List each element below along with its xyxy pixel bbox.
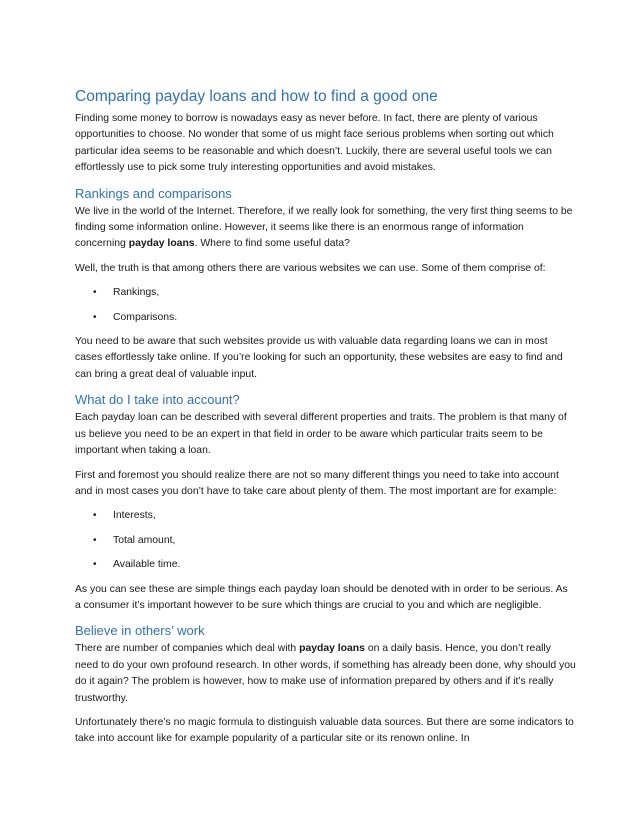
paragraph: There are number of companies which deal with payday loans on a daily basis. Hence, you don’t really need to do your own profound research. In other words, if something has already been done, why should you do it again? The problem is however, how to make use of information prepared by others and if it’s really trustworthy. xyxy=(75,643,576,704)
list-item: • Total amount, xyxy=(75,533,576,549)
bullet-icon: • xyxy=(93,287,97,299)
paragraph: Each payday loan can be described with several different properties and traits. The problem is that many of us believe you need to be an expert in that field in order to be aware which particular traits seem to be important when taking a loan. xyxy=(75,412,567,457)
paragraph: Unfortunately there’s no magic formula to distinguish valuable data sources. But there are some indicators to take into account like for example popularity of a particular site or its renown online. In xyxy=(75,716,574,745)
bullet-icon: • xyxy=(93,559,97,571)
paragraph: First and foremost you should realize there are not so many different things you need to take into account and in most cases you don’t have to take care about plenty of them. The most important are for example: xyxy=(75,469,559,497)
paragraph: You need to be aware that such websites provide us with valuable data regarding loans we can in most cases effortlessly take online. If you’re looking for such an opportunity, these websites are easy to find and can bring a great deal of valuable input. xyxy=(75,336,563,380)
intro-paragraph: Finding some money to borrow is nowadays easy as never before. In fact, there are plenty of various opportunities to choose. No wonder that some of us might face serious problems when sorting out which particular idea seems to be reasonable and which doesn’t. Luckily, there are several useful tools we can effortlessly use to pick some truly interesting opportunities and avoid mistakes. xyxy=(75,113,554,174)
paragraph: As you can see these are simple things each payday loan should be denoted with in order to be serious. As a consumer it’s important however to be sure which things are crucial to you and which are negligible. xyxy=(75,583,568,611)
section-heading-account: What do I take into account? xyxy=(75,392,240,408)
document-title: Comparing payday loans and how to find a good one xyxy=(75,88,438,105)
section-heading-believe: Believe in others’ work xyxy=(75,623,205,639)
bullet-icon: • xyxy=(93,311,97,323)
bold-term: payday loans xyxy=(299,643,365,655)
list-item: • Rankings, xyxy=(75,285,576,301)
section-heading-rankings: Rankings and comparisons xyxy=(75,185,232,201)
paragraph: We live in the world of the Internet. Therefore, if we really look for something, the very first thing seems to be finding some information online. However, it seems like there is an enormous range of information concerning payday loans. Where to find some useful data? xyxy=(75,205,573,250)
bullet-list xyxy=(75,508,576,573)
bold-term: payday loans xyxy=(128,238,195,250)
bullet-icon: • xyxy=(93,534,97,546)
list-item: • Interests, xyxy=(75,508,576,524)
bullet-list xyxy=(75,285,576,326)
list-item: • Comparisons. xyxy=(75,310,576,326)
list-item: • Available time. xyxy=(75,557,576,573)
paragraph: Well, the truth is that among others there are various websites we can use. Some of them comprise of: xyxy=(75,262,546,274)
bullet-icon: • xyxy=(93,510,97,522)
